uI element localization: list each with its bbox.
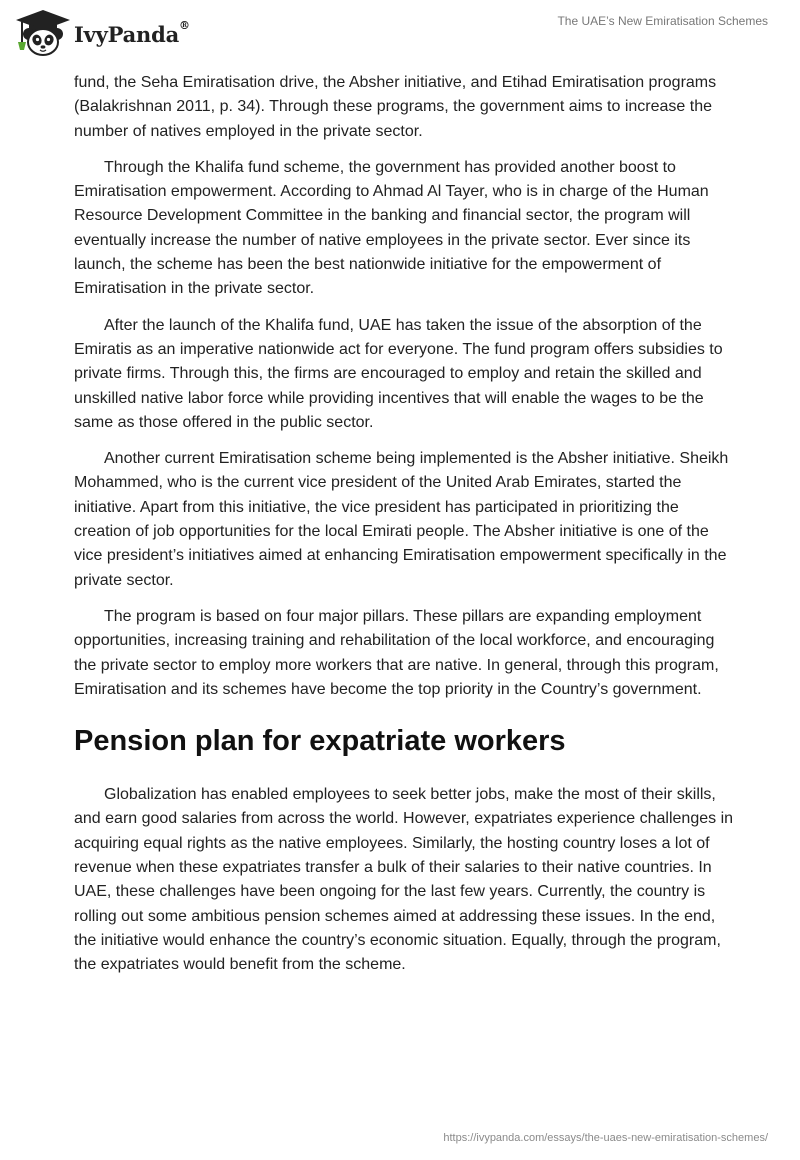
paragraph: Through the Khalifa fund scheme, the government has provided another boost to Emiratisation empowerment. According to Ahmad Al Tayer, who is in charge of the Human Resource Development Committee in the banking and financial sector, the program will eventually increase the number of native employees in the private sector. Ever since its launch, the scheme has been the best nationwide initiative for the empowerment of Emiratisation in the private sector.: [74, 158, 709, 298]
ivypanda-logo[interactable]: [14, 8, 190, 58]
page-header: [0, 0, 800, 70]
paragraph: Another current Emiratisation scheme being implemented is the Absher initiative. Sheikh Mohammed, who is the current vice president of the United Arab Emirates, started the initiative. Apart from this initiative, the vice president has participated in prioritizing the creation of job opportunities for the local Emirati people. The Absher initiative is one of the vice president’s initiatives aimed at enhancing Emiratisation empowerment specifically in the private sector.: [74, 450, 729, 589]
paragraph: The program is based on four major pillars. These pillars are expanding employment opportunities, increasing training and rehabilitation of the local workforce, and encouraging the private sector to employ more workers that are native. In general, through this program, Emiratisation and its schemes have become the top priority in the Country’s government.: [74, 607, 719, 698]
paragraph: Globalization has enabled employees to seek better jobs, make the most of their skills, and earn good salaries from across the world. However, expatriates experience challenges in acquiring equal rights as the native employees. Similarly, the hosting country loses a lot of revenue when these expatriates transfer a bulk of their salaries to their native countries. In UAE, these challenges have been ongoing for the last few years. Currently, the country is rolling out some ambitious pension schemes aimed at addressing these issues. In the end, the initiative would enhance the country’s economic situation. Equally, through the program, the expatriates would benefit from the scheme.: [74, 786, 734, 974]
panda-graduation-cap-icon: [14, 8, 72, 58]
essay-body: [74, 71, 734, 990]
paragraph: After the launch of the Khalifa fund, UAE has taken the issue of the absorption of the Emiratis as an imperative nationwide act for everyone. The fund program offers subsidies to private firms. Through this, the firms are encouraged to employ and retain the skilled and unskilled native labor force while providing incentives that will enable the wages to be the same as those offered in the public sector.: [74, 316, 723, 431]
source-url: https://ivypanda.com/essays/the-uaes-new-emiratisation-schemes/: [443, 1132, 768, 1144]
registered-mark: ®: [179, 18, 190, 32]
paragraph: fund, the Seha Emiratisation drive, the Absher initiative, and Etihad Emiratisation programs (Balakrishnan 2011, p. 34). Through these programs, the government aims to increase the number of natives employed in the private sector.: [74, 74, 717, 140]
logo-wordmark: IvyPanda®: [74, 18, 190, 47]
document-title: The UAE’s New Emiratisation Schemes: [557, 14, 768, 28]
section-heading: Pension plan for expatriate workers: [74, 725, 566, 758]
